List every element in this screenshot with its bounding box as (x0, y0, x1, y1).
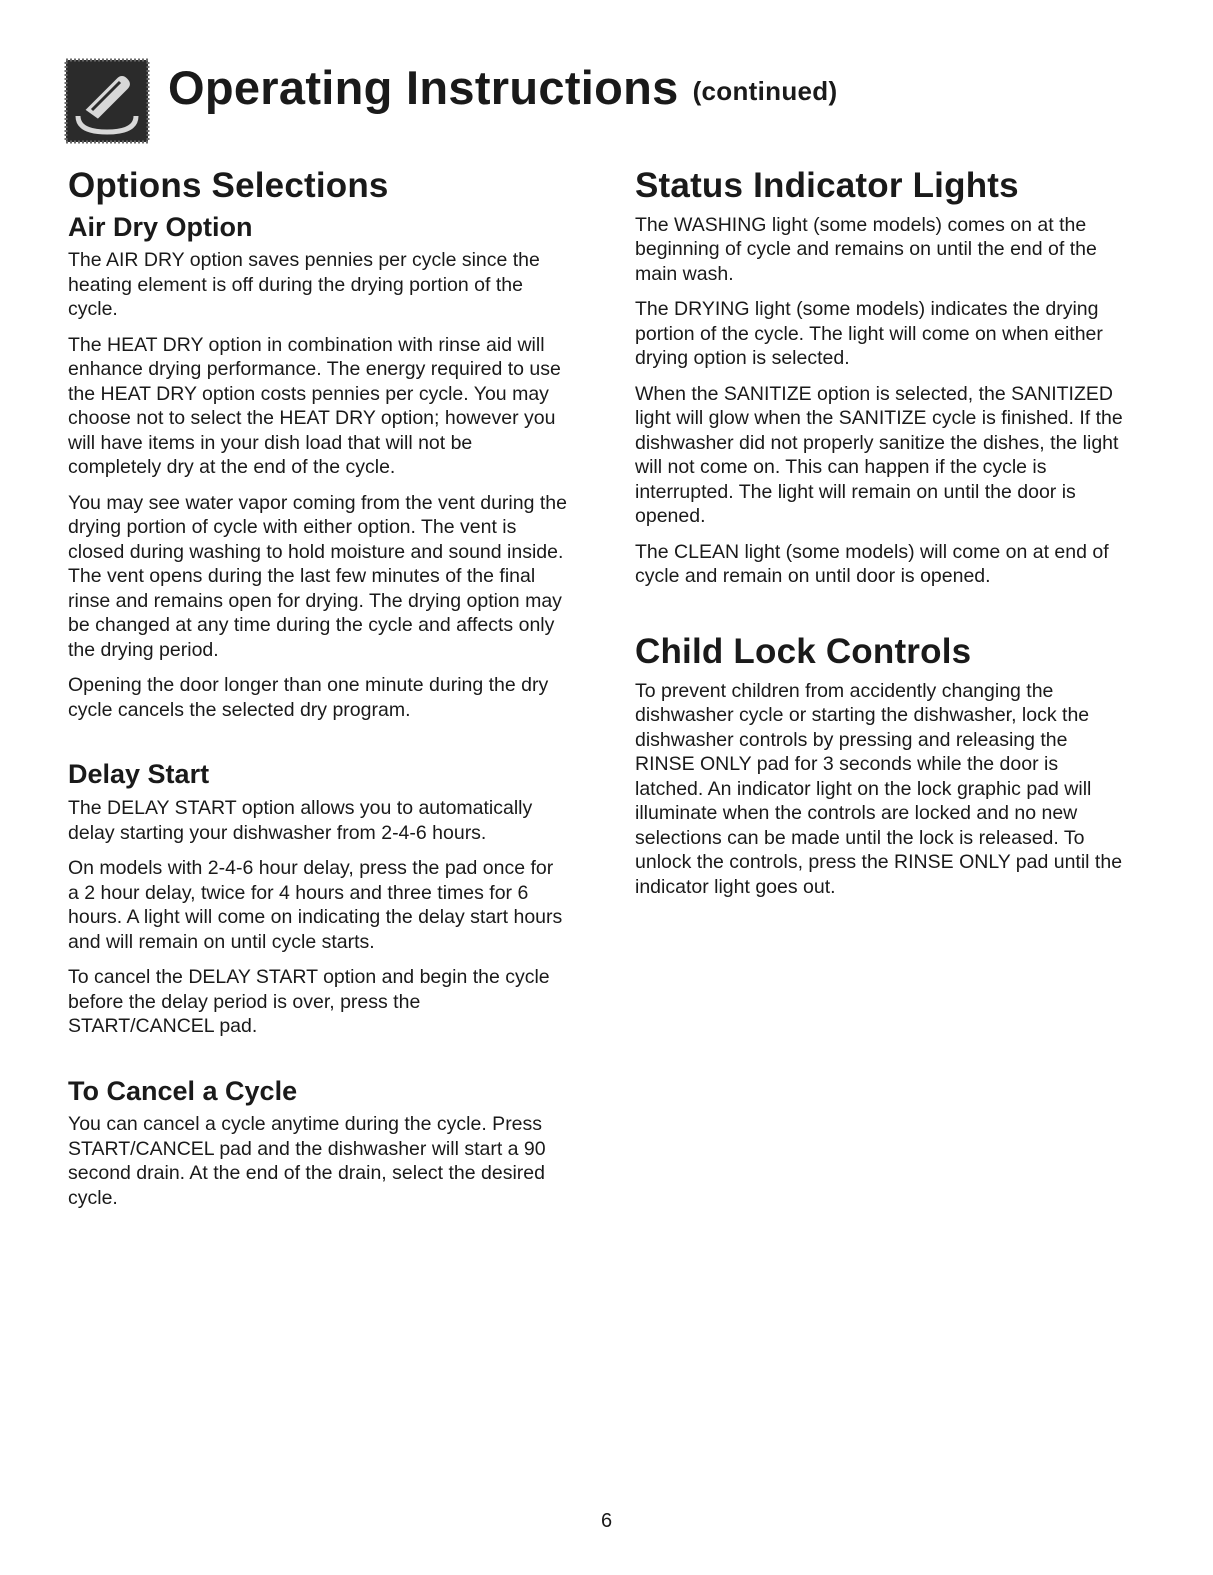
air-dry-paragraph: The AIR DRY option saves pennies per cycle since the heating element is off during the drying portion of the cycle. (68, 249, 540, 321)
cancel-cycle-heading: To Cancel a Cycle (68, 1075, 298, 1106)
title-text: Operating Instructions (168, 61, 679, 114)
air-dry-paragraph: Opening the door longer than one minute during the dry cycle cancels the selected dry program. (68, 674, 549, 721)
page-title (168, 61, 838, 114)
delay-start-paragraph: To cancel the DELAY START option and begin the cycle before the delay period is over, press the START/CANCEL pad. (68, 966, 550, 1038)
status-paragraph: The WASHING light (some models) comes on at the beginning of cycle and remains on until the end of the main wash. (635, 213, 1097, 285)
page-number: 6 (600, 1510, 613, 1532)
cancel-cycle-paragraph: You can cancel a cycle anytime during the cycle. Press START/CANCEL pad and the dishwasher will start a 90 second drain. At the end of the drain, select the desired cycle. (68, 1113, 546, 1209)
child-lock-paragraph: To prevent children from accidently changing the dishwasher cycle or starting the dishwasher, lock the dishwasher controls by pressing and releasing the RINSE ONLY pad for 3 seconds while the door is latched. An indicator light on the lock graphic pad will illuminate when the controls are locked and no new selections can be made until the lock is released. To unlock the controls, press the RINSE ONLY pad until the indicator light goes out. (635, 679, 1123, 898)
air-dry-paragraph: The HEAT DRY option in combination with rinse aid will enhance drying performance. The energy required to use the HEAT DRY option costs pennies per cycle. You may choose not to select the HEAT DRY option; however you will have items in your dish load that will not be completely dry at the end of the cycle. (68, 333, 561, 479)
title-continued: (continued) (692, 76, 838, 106)
delay-start-heading: Delay Start (68, 759, 210, 790)
status-paragraph: When the SANITIZE option is selected, the SANITIZED light will glow when the SANITIZE cycle is finished. If the dishwasher did not properly sanitize the dishes, the light will not come on. This can happen if the cycle is interrupted. The light will remain on until the door is opened. (635, 382, 1123, 528)
page-header (64, 58, 837, 150)
right-column (635, 168, 1130, 910)
air-dry-paragraph: You may see water vapor coming from the vent during the drying portion of cycle with either option. The vent is closed during washing to hold moisture and sound inside. The vent opens during the last few minutes of the final rinse and remains open for drying. The drying option may be changed at any time during the cycle and affects only the drying period. (68, 491, 567, 661)
delay-start-paragraph: The DELAY START option allows you to automatically delay starting your dishwasher from 2-4-6 hours. (68, 797, 533, 844)
dishwasher-icon (64, 58, 150, 144)
child-lock-heading: Child Lock Controls (635, 631, 972, 671)
delay-start-paragraph: On models with 2-4-6 hour delay, press the pad once for a 2 hour delay, twice for 4 hours and three times for 6 hours. A light will come on indicating the delay start hours and will remain on until cycle starts. (68, 857, 563, 953)
left-column (68, 168, 568, 1221)
air-dry-heading: Air Dry Option (68, 211, 253, 242)
options-heading: Options Selections (68, 166, 389, 205)
status-paragraph: The DRYING light (some models) indicates the drying portion of the cycle. The light will come on when either drying option is selected. (635, 298, 1103, 370)
status-heading: Status Indicator Lights (635, 166, 1019, 205)
status-paragraph: The CLEAN light (some models) will come on at end of cycle and remain on until door is opened. (635, 540, 1109, 588)
